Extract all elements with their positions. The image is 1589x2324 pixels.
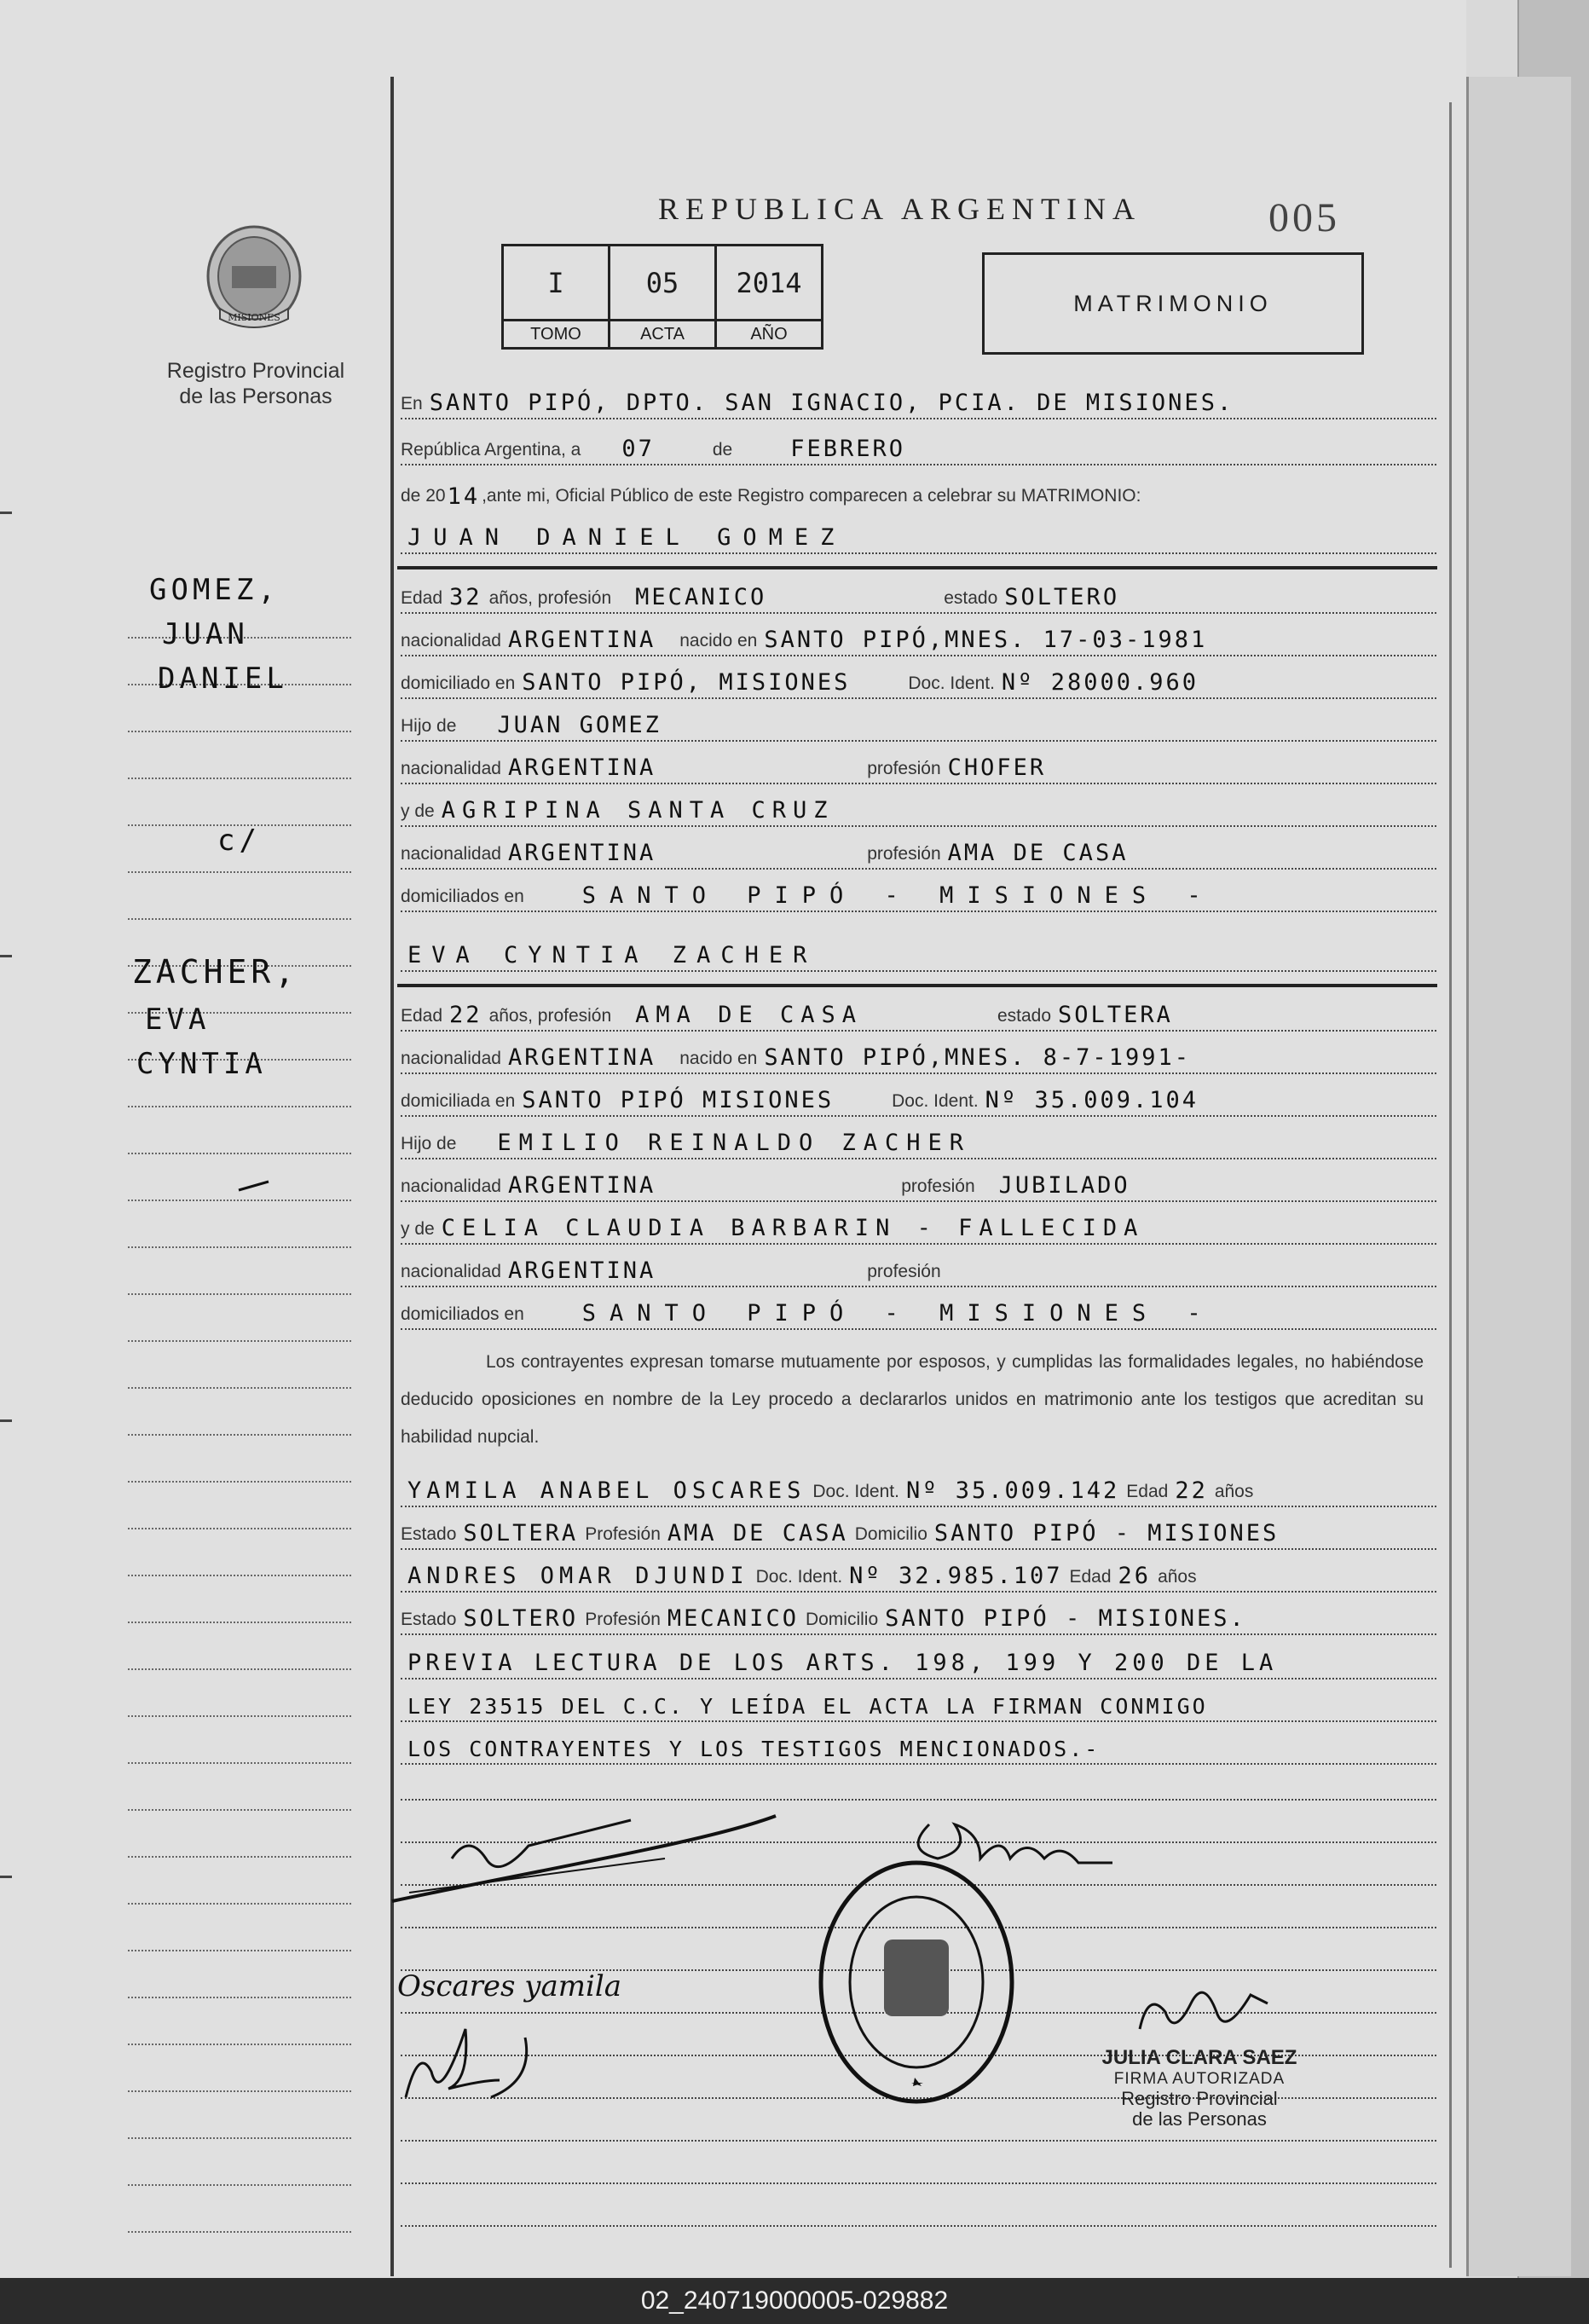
groom-mother-nationality-line: [401, 830, 1436, 870]
label: Edad: [401, 1006, 443, 1026]
groom-mother-profession: AMA DE CASA: [947, 840, 1129, 866]
bride-profession: AMA DE CASA: [635, 1002, 863, 1028]
witness2-signature: [397, 2020, 568, 2114]
label: nacionalidad: [401, 1049, 501, 1068]
margin-line: [128, 1479, 351, 1483]
label: Hijo de: [401, 1134, 457, 1153]
official-name: JULIA CLARA SAEZ: [1101, 2046, 1297, 2069]
bride-mother-profession: [941, 1284, 955, 1286]
margin-tick-mark: [234, 1175, 277, 1195]
bride-parents-address-line: [401, 1291, 1436, 1330]
label: y de: [401, 1219, 435, 1239]
bride-age: 22: [449, 1002, 482, 1028]
label: nacionalidad: [401, 1176, 501, 1196]
acta-cell: [610, 246, 717, 347]
groom-birth: SANTO PIPÓ,MNES. 17-03-1981: [764, 627, 1208, 653]
label: nacionalidad: [401, 1262, 501, 1281]
label: Edad: [1126, 1482, 1169, 1501]
label: domiciliado en: [401, 673, 516, 693]
bride-mother-nationality: ARGENTINA: [507, 1257, 656, 1284]
witness1-doc: Nº 35.009.142: [905, 1477, 1120, 1504]
groom-full-name: JUAN DANIEL GOMEZ: [407, 524, 847, 551]
closing-text: LEY 23515 DEL C.C. Y LEÍDA EL ACTA LA FIRMAN CONMIGO: [407, 1694, 1208, 1719]
bride-full-name: EVA CYNTIA ZACHER: [407, 942, 818, 968]
witness2-age: 26: [1118, 1563, 1152, 1589]
groom-parents-address-line: [401, 873, 1436, 912]
anio-label: AÑO: [717, 319, 821, 347]
closing-line: [401, 1683, 1436, 1722]
margin-line: [128, 729, 351, 732]
label: de 20: [401, 486, 446, 506]
witness2-line: [401, 1553, 1436, 1593]
country-title: REPUBLICA ARGENTINA: [658, 192, 1142, 226]
groom-age-line: [401, 575, 1436, 614]
bride-doc: Nº 35.009.104: [985, 1087, 1199, 1113]
official-signature: [1123, 1986, 1276, 2046]
witness2-profession: MECANICO: [667, 1605, 799, 1632]
label: nacionalidad: [401, 759, 501, 778]
tomo-value: I: [547, 266, 564, 299]
anio-cell: [717, 246, 821, 347]
bride-birth: SANTO PIPÓ,MNES. 8-7-1991-: [764, 1044, 1191, 1071]
label: Doc. Ident.: [908, 673, 995, 693]
closing-text: LOS CONTRAYENTES Y LOS TESTIGOS MENCIONADOS.-: [407, 1737, 1101, 1761]
label: de: [712, 440, 733, 460]
right-border: [1449, 102, 1452, 2268]
groom-address-line: [401, 660, 1436, 699]
bride-father-nationality: ARGENTINA: [507, 1172, 656, 1199]
label: años: [1214, 1482, 1254, 1501]
margin-groom-name: DANIEL: [158, 662, 288, 696]
blank-line: [401, 2200, 1436, 2227]
margin-line: [128, 1104, 351, 1107]
section-separator: [397, 984, 1437, 987]
handwritten-month: FEBRERO: [790, 436, 905, 462]
label: profesión: [867, 1262, 941, 1281]
label: Profesión: [585, 1524, 661, 1544]
intro-place-line: [401, 380, 1436, 419]
groom-parents-address: SANTO PIPÓ - MISIONES -: [581, 882, 1215, 909]
witness1-details-line: [401, 1511, 1436, 1550]
label: Domicilio: [854, 1524, 927, 1544]
official-signature-block: [1076, 1986, 1323, 2130]
declaration-paragraph: Los contrayentes expresan tomarse mutuamente por esposos, y cumplidas las formalidades legales, no habiéndose deducido oposiciones en nombre de la Ley procedo a declararlos unidos en matrimonio ante los testigos que acreditan su habilidad nupcial.: [401, 1352, 1424, 1447]
margin-line: [128, 2182, 351, 2186]
groom-civil-status: SOLTERO: [1004, 584, 1120, 610]
column-divider: [390, 77, 394, 2276]
witness1-profession: AMA DE CASA: [667, 1520, 848, 1546]
registry-line: de las Personas: [179, 384, 332, 408]
acta-label: ACTA: [610, 319, 714, 347]
label: nacionalidad: [401, 631, 501, 650]
margin-line: [128, 1667, 351, 1670]
groom-father-nationality: ARGENTINA: [507, 754, 656, 781]
witness2-status: SOLTERO: [463, 1605, 579, 1632]
margin-line: [128, 2229, 351, 2233]
groom-address: SANTO PIPÓ, MISIONES: [522, 669, 851, 696]
witness2-name: ANDRES OMAR DJUNDI: [407, 1563, 749, 1589]
label: Profesión: [585, 1610, 661, 1629]
document-type-box: MATRIMONIO: [982, 252, 1364, 355]
witness1-signature: Oscares yamila: [397, 1969, 622, 2003]
closing-line: [401, 1726, 1436, 1765]
registry-name: [136, 358, 375, 409]
svg-text:MISIONES: MISIONES: [228, 312, 280, 323]
margin-bride-name: CYNTIA: [136, 1047, 267, 1081]
official-role: FIRMA AUTORIZADA: [1113, 2070, 1286, 2088]
label: Edad: [1069, 1567, 1112, 1587]
acta-reference-box: [501, 244, 823, 350]
witness1-line: [401, 1468, 1436, 1507]
closing-text: PREVIA LECTURA DE LOS ARTS. 198, 199 Y 200 DE LA: [407, 1650, 1278, 1676]
bride-parents-address: SANTO PIPÓ - MISIONES -: [581, 1300, 1215, 1327]
tomo-label: TOMO: [504, 319, 608, 347]
bride-name-line: [401, 933, 1436, 972]
margin-line: [128, 2089, 351, 2092]
provincial-crest-icon: [203, 223, 305, 334]
margin-line: [128, 1573, 351, 1576]
label: nacido en: [679, 631, 758, 650]
margin-line: [128, 776, 351, 779]
bride-mother-line: [401, 1205, 1436, 1245]
margin-line: [128, 1760, 351, 1764]
margin-line: [128, 1292, 351, 1295]
bride-father: EMILIO REINALDO ZACHER: [497, 1130, 971, 1156]
bride-father-line: [401, 1120, 1436, 1159]
margin-groom-surname: GOMEZ,: [149, 573, 280, 607]
label: y de: [401, 801, 435, 821]
margin-connector: c/: [217, 824, 261, 858]
label: Doc. Ident.: [892, 1091, 979, 1111]
witness2-doc: Nº 32.985.107: [849, 1563, 1063, 1589]
intro-statement-line: [401, 472, 1436, 510]
margin-line: [128, 1432, 351, 1436]
label: profesión: [901, 1176, 975, 1196]
label: Estado: [401, 1524, 457, 1544]
margin-line: [128, 1198, 351, 1201]
binding-mark: [0, 1876, 12, 1878]
label: Doc. Ident.: [755, 1567, 843, 1587]
margin-line: [128, 916, 351, 920]
intro-date-line: [401, 426, 1436, 465]
groom-profession: MECANICO: [635, 584, 767, 610]
groom-mother-line: [401, 788, 1436, 827]
witness2-details-line: [401, 1596, 1436, 1635]
margin-line: [128, 1620, 351, 1623]
margin-line: [128, 1714, 351, 1717]
binding-mark: [0, 512, 12, 514]
handwritten-place: SANTO PIPÓ, DPTO. SAN IGNACIO, PCIA. DE MISIONES.: [429, 390, 1234, 416]
margin-line: [128, 1807, 351, 1811]
margin-line: [128, 1995, 351, 1998]
acta-value: 05: [645, 266, 679, 299]
label: ,ante mi, Oficial Público de este Registro comparecen a celebrar su MATRIMONIO:: [482, 486, 1141, 506]
witness1-status: SOLTERA: [463, 1520, 579, 1546]
groom-name-line: [401, 515, 1436, 554]
label: años, profesión: [488, 588, 612, 608]
section-separator: [397, 566, 1437, 569]
groom-father-nationality-line: [401, 745, 1436, 784]
official-registry: de las Personas: [1132, 2108, 1267, 2130]
label: Edad: [401, 588, 443, 608]
groom-father: JUAN GOMEZ: [497, 712, 662, 738]
label: Doc. Ident.: [812, 1482, 899, 1501]
groom-age: 32: [449, 584, 482, 610]
bride-address-line: [401, 1078, 1436, 1117]
margin-bride-surname: ZACHER,: [132, 953, 299, 991]
bride-father-profession: JUBILADO: [998, 1172, 1130, 1199]
bride-age-line: [401, 992, 1436, 1032]
witness1-age: 22: [1175, 1477, 1208, 1504]
margin-line: [128, 1901, 351, 1905]
margin-bride-name: EVA: [145, 1003, 211, 1037]
margin-line: [128, 1338, 351, 1342]
folio-number: 005: [1268, 195, 1340, 240]
label: nacido en: [679, 1049, 758, 1068]
label: profesión: [867, 844, 941, 864]
official-seal-icon: [814, 1854, 1019, 2110]
official-registry: Registro Provincial: [1121, 2088, 1278, 2109]
label: estado: [997, 1006, 1052, 1026]
label: años: [1158, 1567, 1197, 1587]
binding-mark: [0, 1419, 12, 1422]
label: domiciliados en: [401, 1304, 524, 1324]
margin-line: [128, 1526, 351, 1529]
bride-address: SANTO PIPÓ MISIONES: [522, 1087, 835, 1113]
groom-father-profession: CHOFER: [947, 754, 1047, 781]
label: nacionalidad: [401, 844, 501, 864]
anio-value: 2014: [736, 266, 802, 299]
bride-civil-status: SOLTERA: [1058, 1002, 1173, 1028]
label: domiciliada en: [401, 1091, 516, 1111]
groom-nationality-line: [401, 617, 1436, 656]
bride-nationality: ARGENTINA: [507, 1044, 656, 1071]
margin-groom-name: JUAN: [162, 617, 249, 651]
witness1-name: YAMILA ANABEL OSCARES: [407, 1477, 806, 1504]
label: Hijo de: [401, 716, 457, 736]
margin-line: [128, 1151, 351, 1154]
margin-line: [128, 1385, 351, 1389]
scan-identifier: 02_240719000005-029882: [0, 2278, 1589, 2324]
signatures-upper: [384, 1765, 1236, 1935]
page-edge: [1466, 77, 1571, 2276]
bride-father-nationality-line: [401, 1163, 1436, 1202]
registry-line: Registro Provincial: [166, 359, 345, 383]
label: profesión: [867, 759, 941, 778]
bride-mother: CELIA CLAUDIA BARBARIN - FALLECIDA: [441, 1215, 1145, 1241]
label: En: [401, 394, 423, 413]
blank-line: [401, 2157, 1436, 2184]
label: Domicilio: [805, 1610, 879, 1629]
groom-nationality: ARGENTINA: [507, 627, 656, 653]
margin-line: [128, 2136, 351, 2139]
label: estado: [944, 588, 998, 608]
margin-line: [128, 1245, 351, 1248]
witness2-address: SANTO PIPÓ - MISIONES.: [885, 1605, 1246, 1632]
handwritten-day: 07: [621, 436, 655, 462]
groom-father-line: [401, 702, 1436, 742]
margin-line: [128, 2042, 351, 2045]
bride-nationality-line: [401, 1035, 1436, 1074]
closing-line: [401, 1640, 1436, 1679]
witness1-address: SANTO PIPÓ - MISIONES: [933, 1520, 1280, 1546]
label: domiciliados en: [401, 887, 524, 906]
label: Estado: [401, 1610, 457, 1629]
bride-mother-nationality-line: [401, 1248, 1436, 1287]
label: años, profesión: [488, 1006, 612, 1026]
label: República Argentina, a: [401, 440, 581, 460]
handwritten-year: 14: [447, 483, 481, 510]
margin-line: [128, 1854, 351, 1858]
groom-mother: AGRIPINA SANTA CRUZ: [441, 797, 835, 824]
margin-line: [128, 870, 351, 873]
margin-line: [128, 1948, 351, 1951]
groom-doc: Nº 28000.960: [1001, 669, 1199, 696]
binding-mark: [0, 955, 12, 957]
groom-mother-nationality: ARGENTINA: [507, 840, 656, 866]
tomo-cell: [504, 246, 610, 347]
